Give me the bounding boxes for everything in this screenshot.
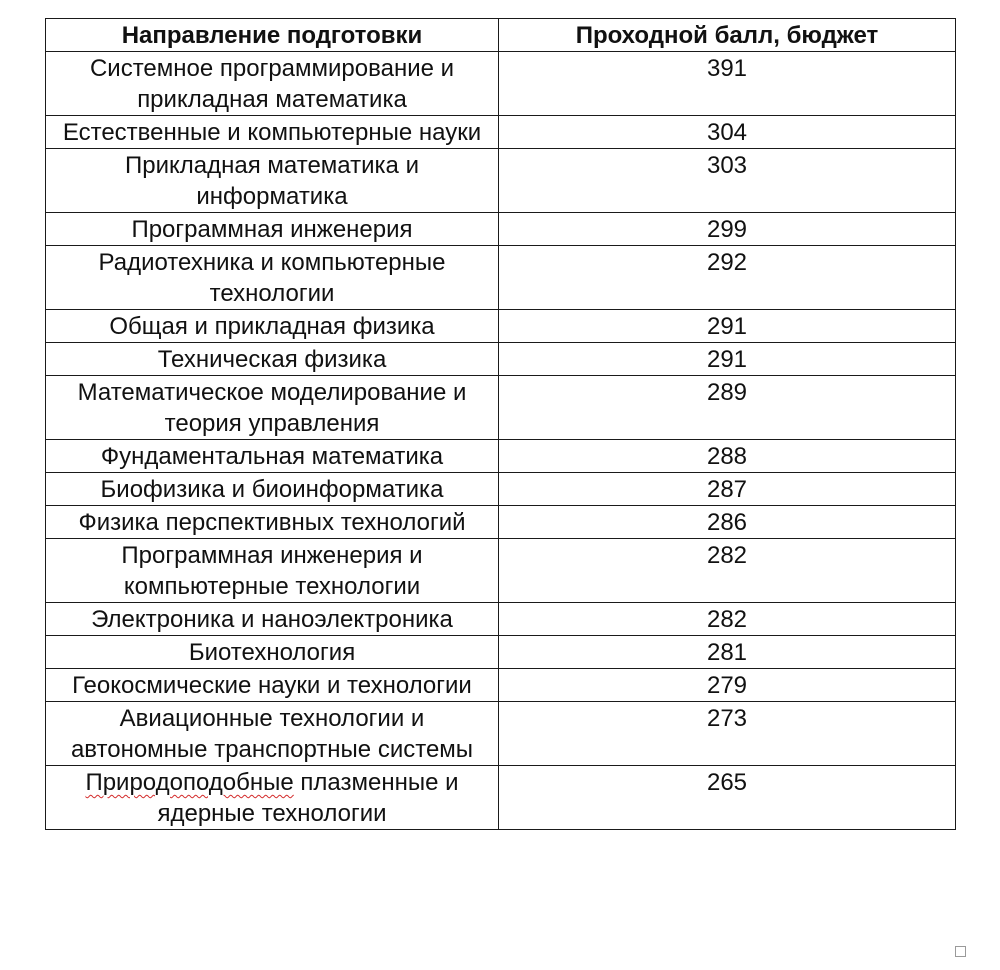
table-row — [46, 702, 956, 766]
table-row — [46, 603, 956, 636]
direction-cell[interactable]: Физика перспективных технологий — [46, 506, 499, 539]
score-cell[interactable]: 279 — [499, 669, 956, 702]
table-row — [46, 52, 956, 116]
table-row — [46, 539, 956, 603]
direction-cell[interactable] — [46, 766, 499, 830]
table-row — [46, 376, 956, 440]
direction-cell[interactable]: Программная инженерия — [46, 213, 499, 246]
direction-cell[interactable]: Математическое моделирование и теория управления — [46, 376, 499, 440]
spellcheck-flagged-word[interactable]: Природоподобные — [85, 769, 294, 796]
direction-cell[interactable]: Фундаментальная математика — [46, 440, 499, 473]
score-cell[interactable]: 288 — [499, 440, 956, 473]
direction-cell[interactable]: Прикладная математика и информатика — [46, 149, 499, 213]
score-cell[interactable]: 299 — [499, 213, 956, 246]
table-row — [46, 506, 956, 539]
direction-text-rest: плазменные и ядерные технологии — [157, 769, 459, 827]
score-cell[interactable]: 304 — [499, 116, 956, 149]
score-cell[interactable]: 303 — [499, 149, 956, 213]
table-row — [46, 343, 956, 376]
table-row — [46, 246, 956, 310]
direction-cell[interactable]: Техническая физика — [46, 343, 499, 376]
score-cell[interactable]: 282 — [499, 603, 956, 636]
direction-cell[interactable]: Программная инженерия и компьютерные технологии — [46, 539, 499, 603]
score-cell[interactable]: 265 — [499, 766, 956, 830]
score-cell[interactable]: 281 — [499, 636, 956, 669]
table-row — [46, 669, 956, 702]
score-cell[interactable]: 273 — [499, 702, 956, 766]
score-cell[interactable]: 282 — [499, 539, 956, 603]
direction-cell[interactable]: Естественные и компьютерные науки — [46, 116, 499, 149]
header-passing-score[interactable]: Проходной балл, бюджет — [499, 19, 956, 52]
direction-cell[interactable]: Биофизика и биоинформатика — [46, 473, 499, 506]
table-row — [46, 213, 956, 246]
score-cell[interactable]: 291 — [499, 310, 956, 343]
direction-cell[interactable]: Системное программирование и прикладная математика — [46, 52, 499, 116]
direction-cell[interactable]: Биотехнология — [46, 636, 499, 669]
passing-scores-table — [45, 18, 956, 830]
score-cell[interactable]: 292 — [499, 246, 956, 310]
score-cell[interactable]: 391 — [499, 52, 956, 116]
table-row — [46, 766, 956, 830]
table-row — [46, 636, 956, 669]
score-cell[interactable]: 287 — [499, 473, 956, 506]
direction-cell[interactable]: Авиационные технологии и автономные транспортные системы — [46, 702, 499, 766]
score-cell[interactable]: 286 — [499, 506, 956, 539]
score-cell[interactable]: 291 — [499, 343, 956, 376]
table-row — [46, 149, 956, 213]
direction-cell[interactable]: Электроника и наноэлектроника — [46, 603, 499, 636]
direction-cell[interactable]: Общая и прикладная физика — [46, 310, 499, 343]
table-row — [46, 440, 956, 473]
table-row — [46, 473, 956, 506]
header-direction[interactable]: Направление подготовки — [46, 19, 499, 52]
table-row — [46, 310, 956, 343]
table-header-row — [46, 19, 956, 52]
direction-cell[interactable]: Радиотехника и компьютерные технологии — [46, 246, 499, 310]
direction-cell[interactable]: Геокосмические науки и технологии — [46, 669, 499, 702]
table-resize-handle-icon[interactable] — [955, 946, 966, 957]
score-cell[interactable]: 289 — [499, 376, 956, 440]
table-row — [46, 116, 956, 149]
